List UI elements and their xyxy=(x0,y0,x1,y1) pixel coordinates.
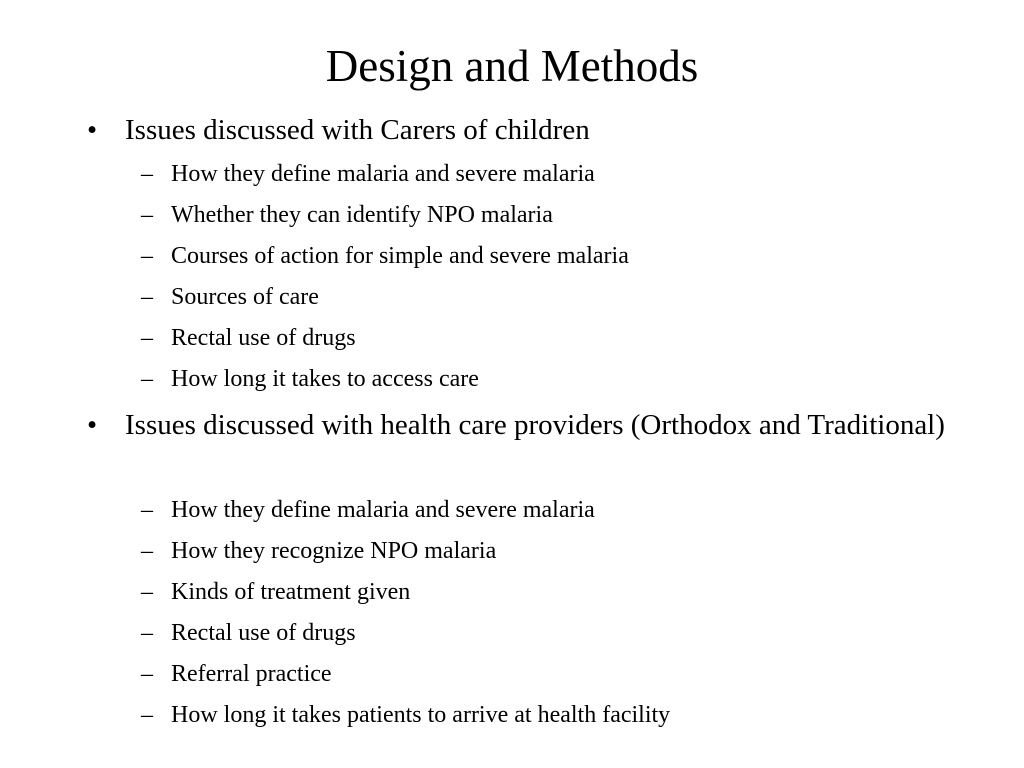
dash-icon: – xyxy=(141,702,153,728)
dash-icon: – xyxy=(141,284,153,310)
bullet-icon: • xyxy=(87,114,98,146)
dash-icon: – xyxy=(141,366,153,392)
sub-item-text: Kinds of treatment given xyxy=(171,579,411,605)
sub-item-text: How they recognize NPO malaria xyxy=(171,538,497,564)
dash-icon: – xyxy=(141,325,153,351)
sub-item-text: Whether they can identify NPO malaria xyxy=(171,202,553,228)
sub-item-text: Rectal use of drugs xyxy=(171,325,356,351)
sub-item-text: Referral practice xyxy=(171,661,332,687)
dash-icon: – xyxy=(141,538,153,564)
slide-title: Design and Methods xyxy=(325,41,699,91)
dash-icon: – xyxy=(141,579,153,605)
dash-icon: – xyxy=(141,161,153,187)
sub-item-text: Rectal use of drugs xyxy=(171,620,356,646)
sub-item-text: Courses of action for simple and severe malaria xyxy=(171,243,629,269)
sub-item-text: Sources of care xyxy=(171,284,319,310)
sub-item-text: How they define malaria and severe malaria xyxy=(171,161,595,187)
bullet-icon: • xyxy=(87,409,98,441)
sub-item-text: How they define malaria and severe malaria xyxy=(171,497,595,523)
dash-icon: – xyxy=(141,243,153,269)
sub-item-text: How long it takes patients to arrive at health facility xyxy=(171,702,671,728)
bullet-heading: Issues discussed with health care providers (Orthodox and Traditional) xyxy=(125,409,945,441)
dash-icon: – xyxy=(141,497,153,523)
dash-icon: – xyxy=(141,661,153,687)
dash-icon: – xyxy=(141,620,153,646)
sub-item-text: How long it takes to access care xyxy=(171,366,479,392)
dash-icon: – xyxy=(141,202,153,228)
bullet-heading: Issues discussed with Carers of children xyxy=(125,114,590,146)
